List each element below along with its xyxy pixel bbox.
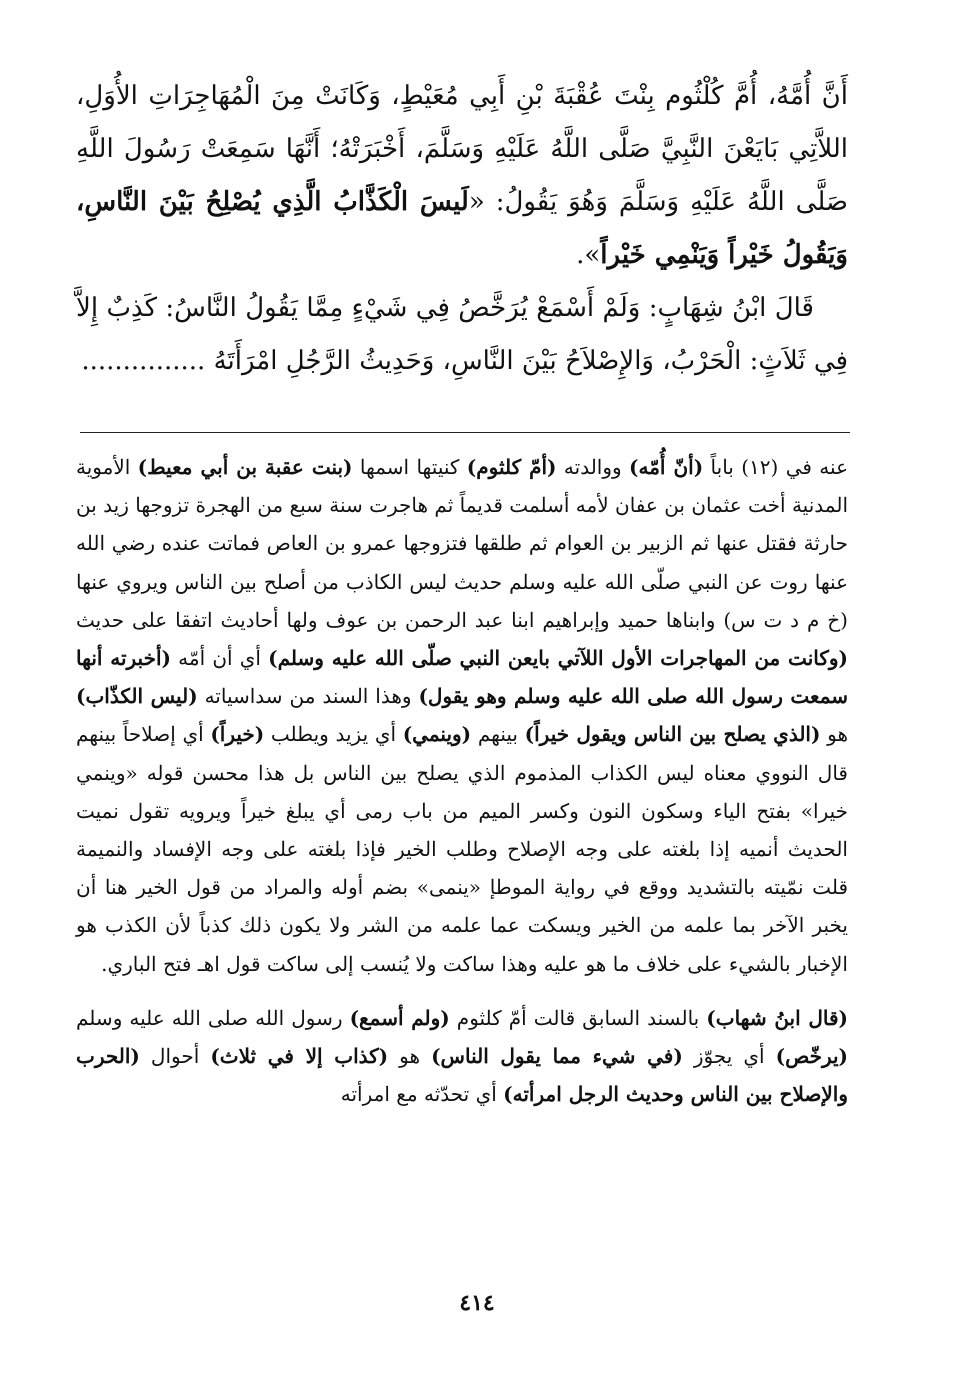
page-number: ٤١٤ xyxy=(459,1290,495,1316)
bold-text-segment: (أنّ أُمّه) xyxy=(629,455,704,479)
hadith-text xyxy=(76,70,848,388)
bold-text-segment: (خيراً) xyxy=(210,722,265,747)
text-segment: أي يجوّز xyxy=(682,1044,776,1069)
hadith-chain-text: أَنَّ أُمَّهُ، أُمَّ كُلْثُوم بِنْتَ عُقْبَةَ بْنِ أَبِي مُعَيْطٍ، وَكَانَتْ مِنَ الْمُهَاجِرَاتِ الأُوَلِ، اللاَّتِي بَايَعْنَ النَّبِيَّ صَلَّى اللَّهُ عَلَيْهِ وَسَلَّمَ، أَخْبَرَتْهُ؛ أَنَّهَا سَمِعَتْ رَسُولَ اللَّهِ صَلَّى اللَّهُ عَلَيْهِ وَسَلَّمَ وَهُوَ يَقُولُ: « xyxy=(76,81,849,217)
bold-text-segment: (أخبرته أنها سمعت رسول الله صلى الله عليه وسلم وهو يقول) xyxy=(76,646,849,709)
bold-text-segment: (وكانت من المهاجرات الأول اللآتي بايعن النبي صلّى الله عليه وسلم) xyxy=(268,646,848,671)
text-segment: أي تحدّثه مع امرأته xyxy=(340,1082,504,1107)
bold-text-segment: (أمّ كلثوم) xyxy=(466,455,557,479)
text-segment: كنيتها اسمها xyxy=(352,455,467,479)
text-segment: وهذا السند من سداسياته xyxy=(197,684,419,709)
text-segment: ووالدته xyxy=(556,455,630,479)
commentary-paragraph xyxy=(76,448,848,983)
commentary-paragraph-ibn-shihab xyxy=(76,999,848,1114)
bold-text-segment: (يرخّص) xyxy=(775,1044,849,1069)
bold-text-segment: (ولم أسمع) xyxy=(349,1005,450,1030)
bold-text-segment: (كذاب إلا في ثلاث) xyxy=(210,1044,389,1069)
text-segment: أي يزيد ويطلب xyxy=(264,722,403,747)
text-segment: أي أن أمّه xyxy=(170,646,269,671)
bold-text-segment: (الحرب والإصلاح بين الناس وحديث الرجل امرأته) xyxy=(76,1044,848,1107)
bold-text-segment: (وينمي) xyxy=(402,722,472,747)
bold-text-segment: (في شيء مما يقول الناس) xyxy=(431,1044,683,1069)
text-segment: رسول الله صلى الله عليه وسلم xyxy=(76,1005,350,1030)
bold-text-segment: (قال ابنُ شهاب) xyxy=(706,1005,848,1030)
footnote-divider xyxy=(80,432,850,433)
text-segment: الأموية المدنية أخت عثمان بن عفان لأمه أسلمت قديماً ثم هاجرت سنة سبع من الهجرة تزوجها زيد بن حارثة فقتل عنها ثم الزبير بن العوام ثم طلقها فتزوجها عمرو بن العاص فماتت عنده رضي الله عنها روت عن النبي صلّى الله عليه وسلم حديث ليس الكاذب من أصلح بين الناس ويروي عنها (خ م د ت س) وابناها حميد وإبراهيم ابنا عبد الرحمن بن عوف ولها أحاديث اتفقا على حديث xyxy=(76,455,848,632)
text-segment: بينهم xyxy=(471,722,525,747)
text-segment: أحوال xyxy=(139,1044,211,1069)
ibn-shihab-paragraph: قَالَ ابْنُ شِهَابٍ: وَلَمْ أَسْمَعْ يُرَخَّصُ فِي شَيْءٍ مِمَّا يَقُولُ النَّاسُ: كَذِبٌ إِلاَّ فِي ثَلاَثٍ: الْحَرْبُ، وَالإِصْلاَحُ بَيْنَ النَّاسِ، وَحَدِيثُ الرَّجُلِ امْرَأَتَهُ ............... xyxy=(76,293,848,376)
commentary xyxy=(76,448,848,1113)
text-segment: هو xyxy=(388,1044,432,1069)
hadith-quote-close: ». xyxy=(576,240,601,270)
bold-text-segment: (الذي يصلح بين الناس ويقول خيراً) xyxy=(524,722,821,747)
text-segment: عنه في (١٢) باباً xyxy=(703,455,848,479)
hadith-quote: لَيسَ الْكَذَّابُ الَّذِي يُصْلِحُ بَيْنَ النَّاسِ، وَيَقُولُ خَيْراً وَيَنْمِي خَيْراً xyxy=(76,187,848,270)
text-segment: هو xyxy=(820,722,848,747)
bold-text-segment: (بنت عقبة بن أبي معيط) xyxy=(137,455,353,479)
bold-text-segment: (ليس الكذّاب) xyxy=(76,684,198,709)
text-segment: أي إصلاحاً بينهم قال النووي معناه ليس الكذاب المذموم الذي يصلح بين الناس بل هذا محسن قوله «وينمي خيرا» بفتح الياء وسكون النون وكسر الميم من باب رمى أي يبلغ خيراً ويرويه تقول نميت الحديث أنميه إذا بلغته على وجه الإصلاح وطلب الخير فإذا بلغته على وجه الإفساد والنميمة قلت نمّيته بالتشديد ووقع في رواية الموطإ «ينمى» بضم أوله والمراد من قول الخير هنا أن يخبر الآخر بما علمه من الخير ويسكت عما علمه من الشر ولا يكون ذلك كذباً لأن الكذب هو الإخبار بالشيء على خلاف ما هو عليه وهذا ساكت ولا يُنسب إلى ساكت قول اهـ فتح الباري. xyxy=(76,722,849,976)
hadith-paragraph xyxy=(76,70,848,282)
text-segment: بالسند السابق قالت أمّ كلثوم xyxy=(449,1005,707,1030)
